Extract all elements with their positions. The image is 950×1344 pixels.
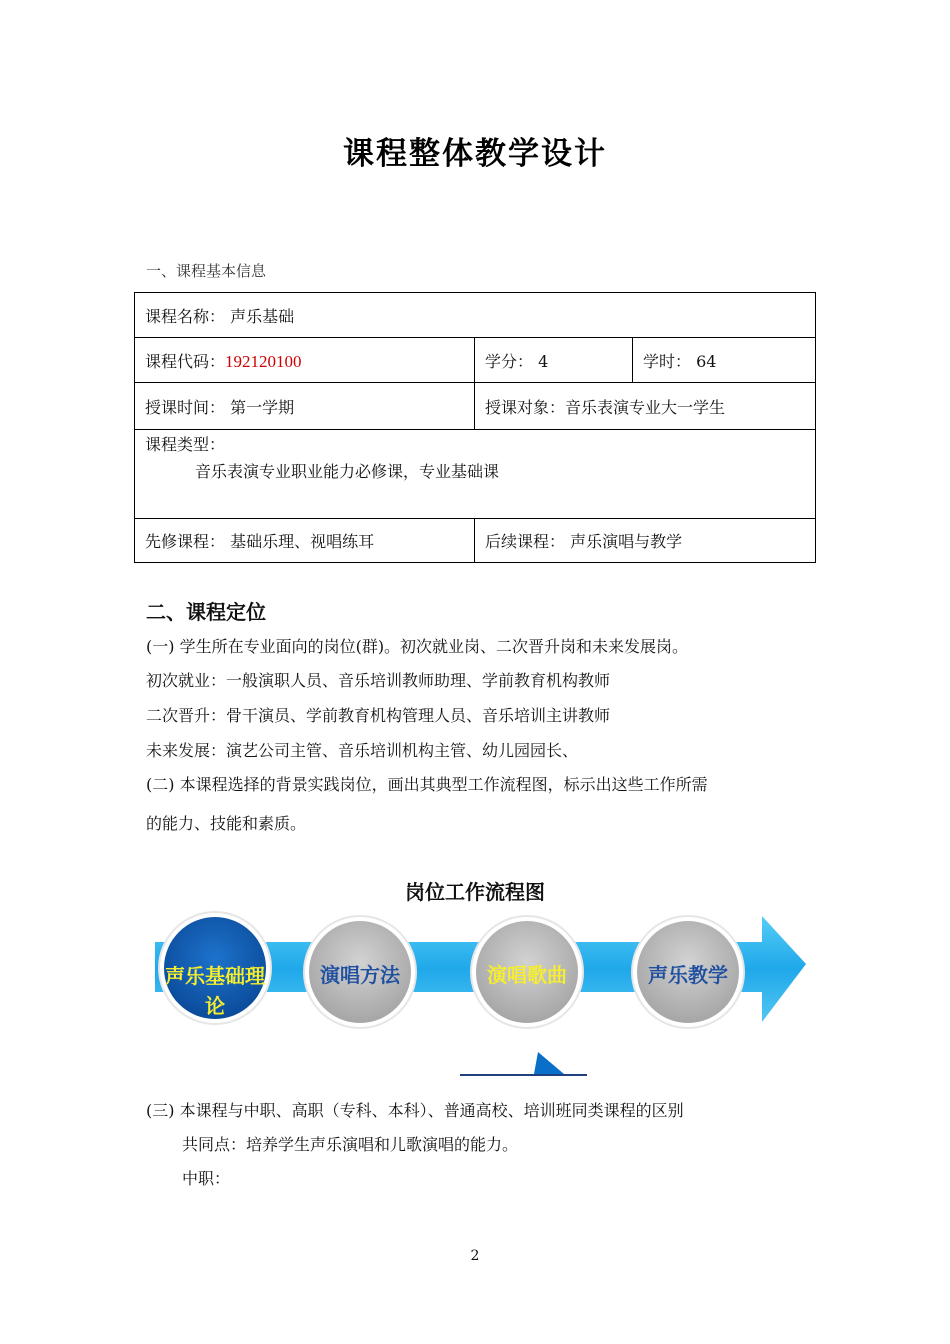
flow-step-3	[471, 916, 583, 1028]
paragraph: 初次就业：一般演职人员、音乐培训教师助理、学前教育机构教师	[146, 671, 611, 690]
bottom-arrow-fragment	[460, 1052, 587, 1075]
workflow-diagram	[150, 910, 810, 1082]
credit-cell: 学分： 4	[475, 338, 633, 383]
flowchart-title: 岗位工作流程图	[405, 880, 545, 904]
follow-up-label: 后续课程：	[485, 532, 566, 551]
teaching-time-value: 第一学期	[230, 397, 295, 417]
prereq-value: 基础乐理、视唱练耳	[230, 532, 375, 551]
course-name-label: 课程名称：	[145, 306, 226, 326]
table-row	[135, 293, 816, 338]
paragraph: (一) 学生所在专业面向的岗位(群)。初次就业岗、二次晋升岗和未来发展岗。	[146, 637, 689, 656]
follow-up-cell	[475, 519, 816, 563]
table-row	[135, 519, 816, 563]
paragraph: 共同点：培养学生声乐演唱和儿歌演唱的能力。	[182, 1135, 519, 1154]
course-name-value: 声乐基础	[230, 306, 295, 326]
table-row	[135, 383, 816, 430]
follow-up-value: 声乐演唱与教学	[570, 532, 683, 551]
prereq-label: 先修课程：	[145, 532, 226, 551]
course-type-label: 课程类型：	[145, 435, 226, 454]
flow-step-1	[159, 912, 271, 1024]
table-row	[135, 430, 816, 519]
step-4-label: 声乐教学	[648, 963, 728, 987]
step-1-line-1: 声乐基础理	[165, 964, 265, 988]
course-type-cell	[135, 430, 816, 519]
step-3-label: 演唱歌曲	[487, 963, 567, 987]
course-code-cell	[135, 338, 475, 383]
teaching-time-label: 授课时间：	[145, 397, 226, 417]
prereq-cell	[135, 519, 475, 563]
paragraph: 的能力、技能和素质。	[146, 814, 307, 833]
paragraph: 二次晋升：骨干演员、学前教育机构管理人员、音乐培训主讲教师	[146, 706, 611, 725]
course-type-value: 音乐表演专业职业能力必修课，专业基础课	[195, 462, 500, 481]
course-code-label: 课程代码：	[145, 351, 226, 371]
section-heading-positioning: 二、课程定位	[146, 600, 266, 624]
target-value: 音乐表演专业大一学生	[565, 397, 726, 417]
page-title: 课程整体教学设计	[343, 136, 607, 172]
step-1-line-2: 论	[205, 994, 225, 1018]
paragraph: (二) 本课程选择的背景实践岗位，画出其典型工作流程图，标示出这些工作所需	[146, 775, 708, 794]
target-label: 授课对象：	[485, 397, 566, 417]
page-number: 2	[470, 1248, 480, 1264]
paragraph: 中职：	[182, 1169, 231, 1188]
paragraph: (三) 本课程与中职、高职（专科、本科）、普通高校、培训班同类课程的区别	[146, 1101, 684, 1120]
flow-step-4	[632, 916, 744, 1028]
hours-cell: 学时： 64	[633, 338, 816, 383]
table-row	[135, 338, 816, 383]
course-name-cell	[135, 293, 816, 338]
course-code-value: 192120100	[225, 351, 302, 371]
teaching-time-cell	[135, 383, 475, 430]
flow-step-2	[304, 916, 416, 1028]
step-2-label: 演唱方法	[320, 963, 400, 987]
target-cell	[475, 383, 816, 430]
section-heading-basic-info: 一、课程基本信息	[146, 262, 267, 280]
course-info-table	[134, 292, 816, 563]
paragraph: 未来发展：演艺公司主管、音乐培训机构主管、幼儿园园长、	[146, 741, 579, 760]
